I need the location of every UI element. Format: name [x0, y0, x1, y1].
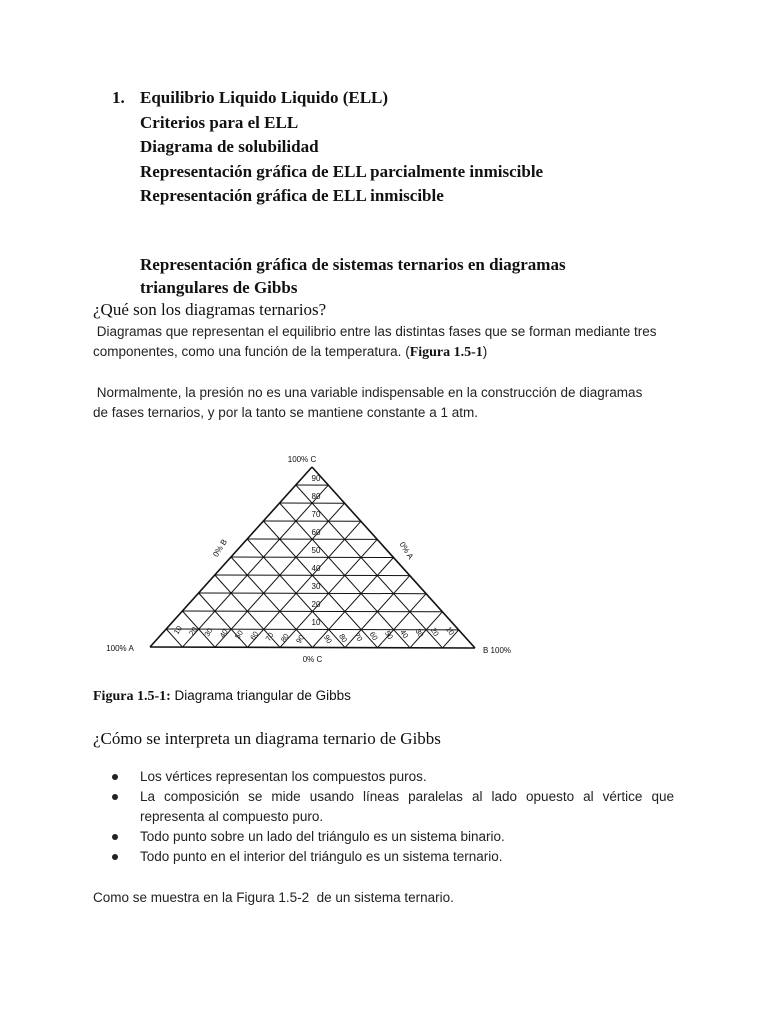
paragraph-line: Normalmente, la presión no es una variable indispensable en la construcción de diagramas	[93, 385, 643, 400]
axis-value-c: 20	[311, 600, 321, 609]
vertex-label-a: 100% A	[106, 644, 134, 653]
text-run: componentes, como una función de la temperatura. (	[93, 344, 410, 359]
axis-value-c: 50	[311, 546, 321, 555]
subheading	[140, 253, 640, 299]
section-heading-list	[112, 86, 712, 209]
axis-value-b: 50	[382, 629, 396, 641]
axis-value-a: 40	[217, 627, 230, 640]
grid-line-c	[231, 557, 394, 558]
axis-value-b: 80	[337, 632, 350, 645]
bullet-icon	[112, 834, 118, 840]
axis-value-c: 60	[311, 528, 321, 537]
axis-value-a: 90	[294, 633, 307, 645]
side-label-c: 0% C	[302, 655, 323, 664]
grid-line-b	[248, 521, 361, 647]
axis-value-a: 50	[232, 628, 246, 641]
question-title: ¿Cómo se interpreta un diagrama ternario de Gibbs	[93, 729, 441, 748]
axis-value-a: 80	[278, 631, 291, 644]
figure-reference: Figura 1.5-1	[409, 345, 483, 360]
axis-value-b: 10	[444, 624, 457, 637]
grid-line-c	[199, 593, 427, 594]
list-item-text: Los vértices representan los compuestos puros.	[140, 769, 427, 784]
grid-line-b	[313, 558, 394, 648]
gibbs-triangle-diagram	[100, 450, 540, 680]
axis-value-a: 60	[248, 629, 261, 642]
vertex-label-b: B 100%	[483, 646, 512, 655]
caption-text: Diagrama triangular de Gibbs	[170, 688, 351, 703]
side-label-a: 0% A	[397, 540, 416, 561]
bullet-icon	[112, 854, 118, 860]
list-item	[112, 787, 674, 827]
axis-value-b: 70	[352, 631, 365, 643]
bullet-list	[112, 767, 674, 867]
list-item-text: Todo punto en el interior del triángulo es un sistema ternario.	[140, 849, 503, 864]
axis-value-c: 10	[311, 618, 321, 627]
list-item-text: Todo punto sobre un lado del triángulo es un sistema binario.	[140, 829, 505, 844]
closing-text: Como se muestra en la Figura 1.5-2 de un sistema ternario.	[93, 890, 454, 905]
question-title: ¿Qué son los diagramas ternarios?	[93, 300, 327, 319]
triangle-side-ab	[150, 647, 475, 648]
heading-item: Criterios para el ELL	[140, 112, 299, 132]
heading-item: Representación gráfica de ELL inmiscible	[140, 186, 444, 205]
heading-item: Representación gráfica de ELL parcialmente inmiscible	[140, 161, 544, 181]
axis-value-b: 30	[413, 627, 426, 639]
paragraph-definition	[93, 322, 683, 363]
axis-value-b: 60	[367, 630, 380, 642]
subheading-line: triangulares de Gibbs	[140, 278, 298, 297]
axis-value-c: 30	[311, 582, 321, 591]
paragraph-line: Diagramas que representan el equilibrio entre las distintas fases que se forman mediante tres	[93, 324, 657, 339]
text-run: )	[482, 344, 488, 359]
axis-value-c: 70	[311, 510, 321, 519]
list-item	[112, 767, 674, 787]
axis-value-b: 90	[321, 633, 334, 646]
grid-line-c	[215, 575, 410, 576]
axis-value-c: 80	[311, 492, 321, 501]
paragraph-line	[93, 342, 683, 363]
axis-value-a: 70	[263, 630, 276, 643]
side-label-b: 0% B	[211, 537, 230, 559]
section-number: 1.	[112, 88, 125, 107]
list-item	[112, 827, 674, 847]
list-item-text: La composición se mide usando líneas paralelas al lado opuesto al vértice que representa al compuesto puro.	[140, 789, 674, 824]
axis-value-a: 30	[202, 626, 215, 639]
axis-value-b: 20	[428, 625, 441, 638]
bullet-icon	[112, 774, 118, 780]
heading-item: Equilibrio Liquido Liquido (ELL)	[140, 88, 389, 107]
paragraph-pressure	[93, 383, 683, 423]
grid-line-b	[378, 594, 427, 648]
grid-line-b	[183, 485, 329, 647]
axis-value-b: 40	[398, 628, 411, 640]
figure-caption	[93, 686, 351, 707]
axis-value-c: 40	[311, 564, 321, 573]
subheading-line: Representación gráfica de sistemas ternarios en diagramas	[140, 255, 566, 274]
caption-label: Figura 1.5-1:	[93, 689, 171, 704]
paragraph-line: de fases ternarios, y por la tanto se mantiene constante a 1 atm.	[93, 405, 478, 420]
axis-value-a: 10	[171, 624, 184, 636]
axis-value-c: 90	[311, 474, 321, 483]
bullet-icon	[112, 794, 118, 800]
vertex-label-c: 100% C	[287, 455, 317, 464]
axis-value-a: 20	[187, 625, 200, 638]
list-item	[112, 847, 674, 867]
heading-item: Diagrama de solubilidad	[140, 137, 319, 156]
